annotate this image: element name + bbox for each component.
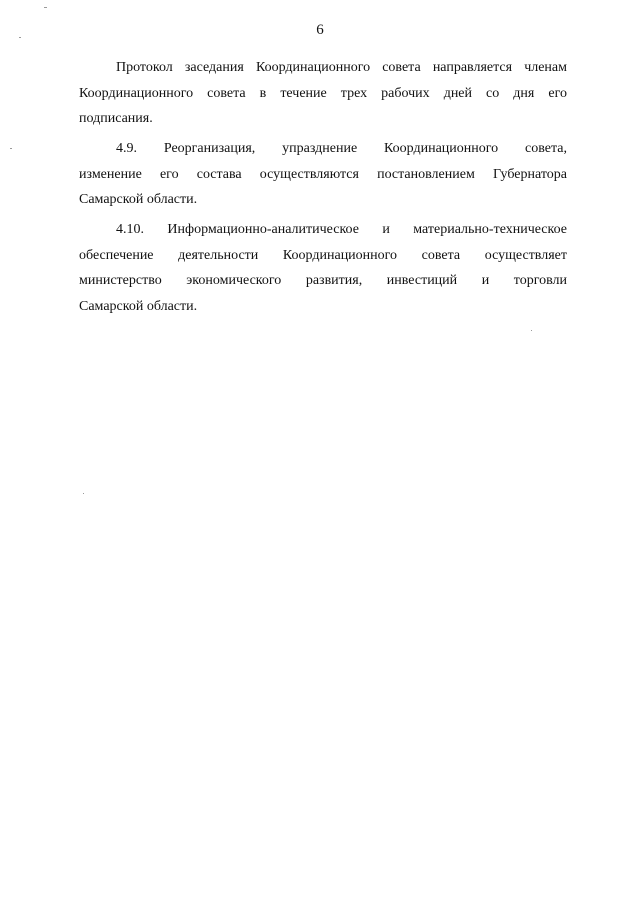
scan-speck [10,148,12,149]
scan-speck [44,7,47,8]
paragraph-line: Координационного совета в течение трех рабочих дней со дня его [79,85,567,101]
paragraph-line: 4.9. Реорганизация, упразднение Координационного совета, [116,141,567,156]
scan-speck [83,493,84,494]
paragraph-line: министерство экономического развития, инвестиций и торговли [79,273,567,288]
paragraph-protocol [79,55,567,132]
paragraph-line: подписания. [79,111,153,126]
paragraph-line: изменение его состава осуществляются постановлением Губернатора [79,166,567,182]
paragraph-4-9 [79,136,567,213]
paragraph-line: Самарской области. [79,192,198,207]
paragraph-line: обеспечение деятельности Координационного совета осуществляет [79,247,567,263]
paragraph-line: 4.10. Информационно-аналитическое и материально-техническое [116,222,567,237]
paragraph-line: Самарской области. [79,298,198,314]
page-number: 6 [316,22,324,38]
paragraph-line: Протокол заседания Координационного совета направляется членам [116,60,567,75]
paragraph-4-10 [79,217,567,319]
scan-speck [531,330,532,331]
